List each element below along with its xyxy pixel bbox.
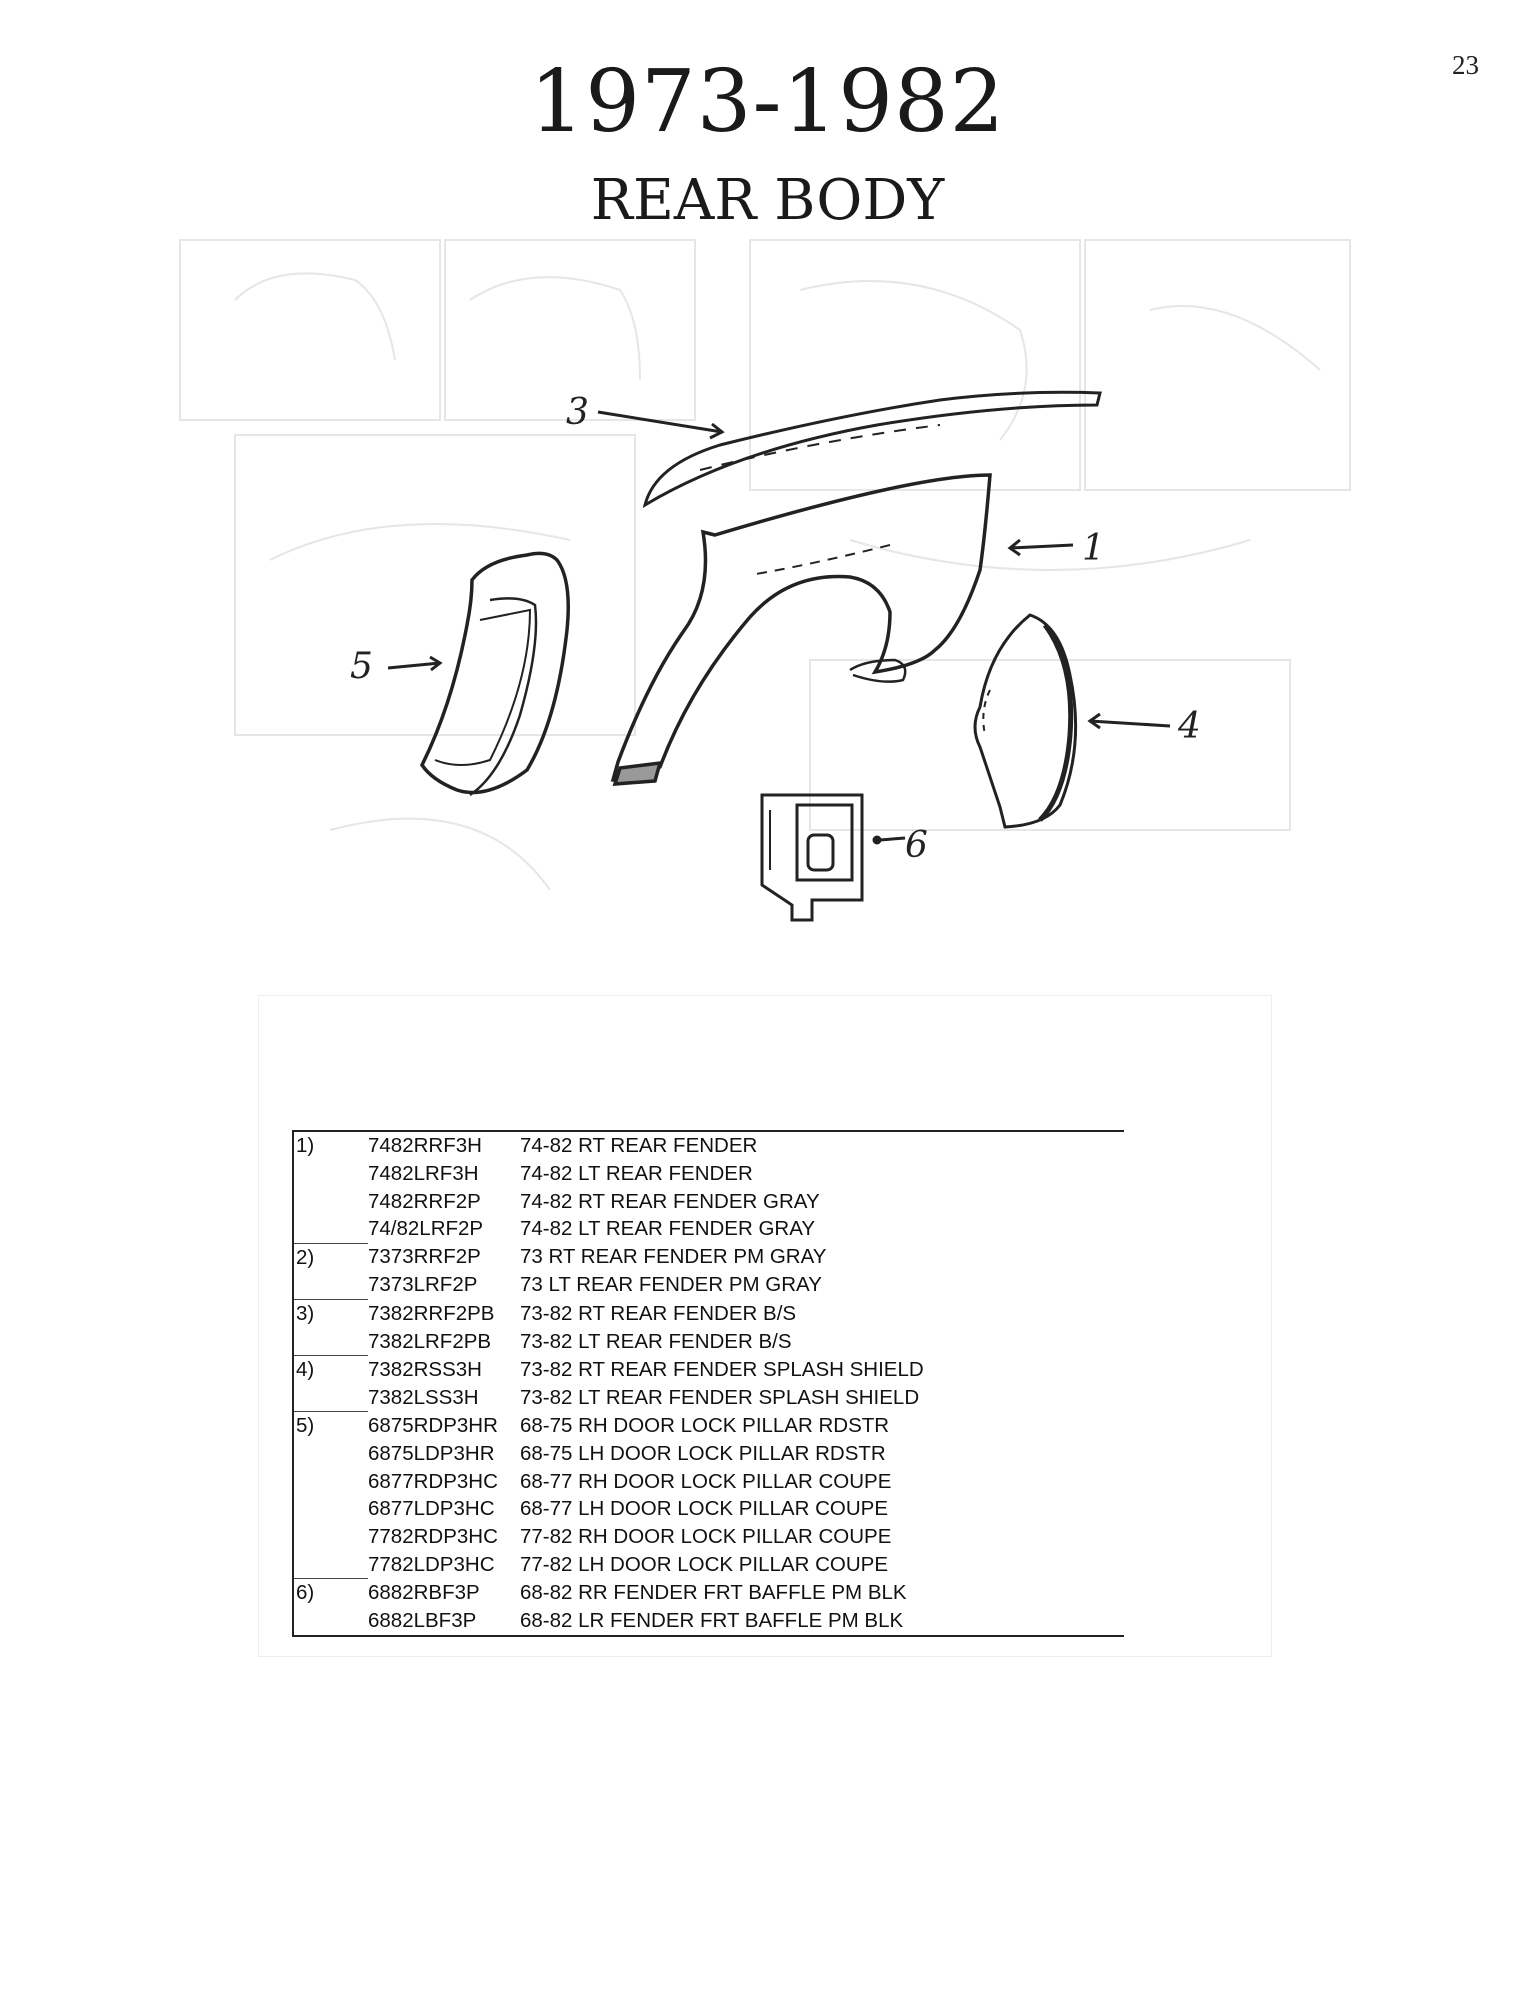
part-description: 73 RT REAR FENDER PM GRAY <box>520 1245 827 1269</box>
page-number: 23 <box>1452 50 1479 80</box>
row-index <box>293 1495 368 1523</box>
table-row <box>293 1551 1124 1579</box>
part-number: 6877RDP3HC <box>368 1469 498 1493</box>
row-index <box>293 1551 368 1579</box>
part-number: 6882RBF3P <box>368 1581 480 1604</box>
parts-diagram <box>0 0 1535 960</box>
table-row <box>293 1160 1124 1188</box>
row-index: 5) <box>293 1411 368 1439</box>
part-description: 68-75 LH DOOR LOCK PILLAR RDSTR <box>520 1441 886 1465</box>
part-number: 7382RSS3H <box>368 1357 482 1381</box>
table-row <box>293 1243 1124 1271</box>
callout-label-3: 3 <box>566 392 589 433</box>
table-row <box>293 1299 1124 1327</box>
part-6-fender-baffle <box>762 795 862 920</box>
row-index <box>293 1440 368 1468</box>
part-number: 7782LDP3HC <box>368 1552 495 1576</box>
part-number: 7382LRF2PB <box>368 1329 492 1353</box>
table-row <box>293 1468 1124 1496</box>
table-row <box>293 1440 1124 1468</box>
part-number: 7482LRF3H <box>368 1161 479 1185</box>
part-description: 68-82 RR FENDER FRT BAFFLE PM BLK <box>520 1581 907 1604</box>
part-3-body-strip <box>645 392 1100 505</box>
callout-label-6: 6 <box>905 825 928 866</box>
row-index <box>293 1271 368 1299</box>
parts-table <box>292 1130 1124 1637</box>
part-5-door-lock-pillar <box>422 553 568 795</box>
page-title: 1973-1982 <box>529 52 1006 152</box>
table-row <box>293 1607 1124 1636</box>
section-title: REAR BODY <box>590 168 945 233</box>
part-1-rear-fender <box>613 475 990 784</box>
row-index: 2) <box>293 1243 368 1271</box>
callout-label-5: 5 <box>350 646 373 687</box>
row-index: 4) <box>293 1355 368 1383</box>
part-description: 73-82 RT REAR FENDER B/S <box>520 1301 797 1325</box>
row-index <box>293 1188 368 1216</box>
part-4-splash-shield <box>975 615 1076 827</box>
table-row <box>293 1384 1124 1412</box>
table-row <box>293 1131 1124 1160</box>
table-row <box>293 1328 1124 1356</box>
part-description: 73-82 LT REAR FENDER B/S <box>520 1329 792 1353</box>
part-number: 7482RRF2P <box>368 1189 481 1213</box>
part-number: 7373LRF2P <box>368 1273 478 1297</box>
part-number: 74/82LRF2P <box>368 1217 484 1241</box>
row-index <box>293 1215 368 1243</box>
row-index <box>293 1328 368 1356</box>
row-index <box>293 1384 368 1412</box>
part-description: 74-82 RT REAR FENDER GRAY <box>520 1189 820 1213</box>
part-number: 7382RRF2PB <box>368 1301 495 1325</box>
table-row <box>293 1579 1124 1607</box>
part-number: 6877LDP3HC <box>368 1497 495 1521</box>
part-description: 77-82 RH DOOR LOCK PILLAR COUPE <box>520 1525 892 1549</box>
row-index: 1) <box>293 1131 368 1160</box>
row-index <box>293 1468 368 1496</box>
table-row <box>293 1215 1124 1243</box>
part-description: 68-82 LR FENDER FRT BAFFLE PM BLK <box>520 1609 904 1633</box>
part-description: 73-82 RT REAR FENDER SPLASH SHIELD <box>520 1357 924 1381</box>
part-description: 73-82 LT REAR FENDER SPLASH SHIELD <box>520 1385 920 1409</box>
part-number: 6875RDP3HR <box>368 1413 498 1437</box>
part-number: 6882LBF3P <box>368 1609 477 1633</box>
table-row <box>293 1271 1124 1299</box>
table-row <box>293 1188 1124 1216</box>
callout-label-1: 1 <box>1082 528 1105 569</box>
row-index <box>293 1160 368 1188</box>
part-number: 7782RDP3HC <box>368 1525 498 1549</box>
part-description: 74-82 RT REAR FENDER <box>520 1134 758 1157</box>
table-row <box>293 1411 1124 1439</box>
background-ghost-images <box>180 240 1350 890</box>
table-row <box>293 1523 1124 1551</box>
part-description: 74-82 LT REAR FENDER <box>520 1161 753 1185</box>
part-description: 68-77 LH DOOR LOCK PILLAR COUPE <box>520 1497 888 1521</box>
row-index <box>293 1523 368 1551</box>
callout-label-4: 4 <box>1178 706 1201 747</box>
part-description: 68-75 RH DOOR LOCK PILLAR RDSTR <box>520 1413 890 1437</box>
part-description: 74-82 LT REAR FENDER GRAY <box>520 1217 816 1241</box>
part-number: 7382LSS3H <box>368 1385 479 1409</box>
part-number: 6875LDP3HR <box>368 1441 495 1465</box>
table-row <box>293 1495 1124 1523</box>
row-index: 6) <box>293 1579 368 1607</box>
part-description: 68-77 RH DOOR LOCK PILLAR COUPE <box>520 1469 892 1493</box>
part-number: 7482RRF3H <box>368 1134 482 1157</box>
row-index <box>293 1607 368 1636</box>
table-row <box>293 1355 1124 1383</box>
callout-arrows <box>388 412 1170 843</box>
part-description: 73 LT REAR FENDER PM GRAY <box>520 1273 822 1297</box>
part-number: 7373RRF2P <box>368 1245 481 1269</box>
part-description: 77-82 LH DOOR LOCK PILLAR COUPE <box>520 1552 888 1576</box>
row-index: 3) <box>293 1299 368 1327</box>
